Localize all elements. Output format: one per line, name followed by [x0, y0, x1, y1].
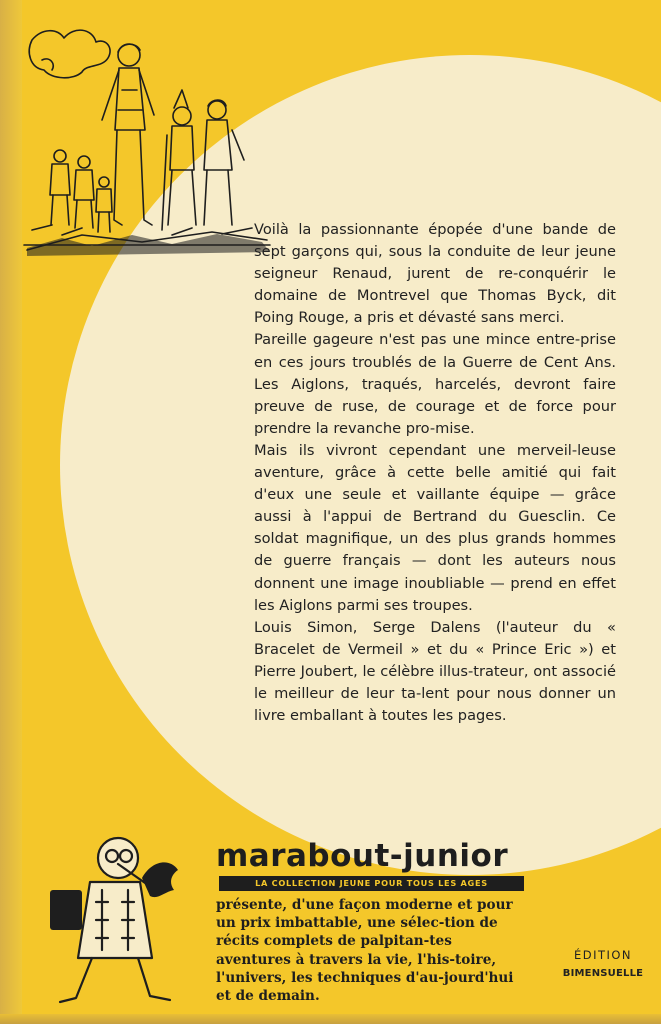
blurb-paragraph: Pareille gageure n'est pas une mince entre-prise en ces jours troublés de la Guerre de Cent Ans. Les Aiglons, traqués, harcelés, devront faire preuve de ruse, de courage et de force pour prendre la revanche pro-mise.: [254, 331, 616, 437]
edition-label: ÉDITION: [573, 948, 633, 962]
boys-group-illustration: [22, 20, 272, 260]
edition-notice: [558, 948, 648, 979]
mascot-character-illustration: [40, 830, 190, 1015]
collection-tagline: LA COLLECTION JEUNE POUR TOUS LES AGES: [219, 876, 524, 891]
bottom-edge-shadow: [0, 1014, 661, 1024]
blurb-paragraph: Louis Simon, Serge Dalens (l'auteur du « Bracelet de Vermeil » et du « Prince Eric ») et Pierre Joubert, le célèbre illus-trateur, ont associé le meilleur de leur ta-lent pour nous donner un livre emballant à toutes les pages.: [254, 618, 616, 725]
back-cover-blurb: [254, 219, 616, 727]
blurb-paragraph: Mais ils vivront cependant une merveil-leuse aventure, grâce à cette belle amitié qui fait d'eux une seule et vaillante équipe — grâce aussi à l'appui de Bertrand du Guesclin. Ce soldat magnifique, un des plus grands hommes de guerre français — dont les auteurs nous donnent une image inoubliable — prend en effet les Aiglons parmi ses troupes.: [254, 441, 616, 614]
collection-description: présente, d'une façon moderne et pour un prix imbattable, une sélec-tion de récits complets de palpitan-tes aventures à travers la vie, l'his-toire, l'univers, les techniques d'au-jourd'hui et de demain.: [216, 897, 514, 1005]
blurb-paragraph: Voilà la passionnante épopée d'une bande de sept garçons qui, sous la conduite de leur jeune seigneur Renaud, jurent de re-conquérir le domaine de Montrevel que Thomas Byck, dit Poing Rouge, a pris et dévasté sans merci.: [254, 221, 616, 327]
spine-shadow: [0, 0, 22, 1024]
edition-frequency: BIMENSUELLE: [562, 968, 644, 979]
collection-title: marabout-junior: [216, 838, 509, 874]
